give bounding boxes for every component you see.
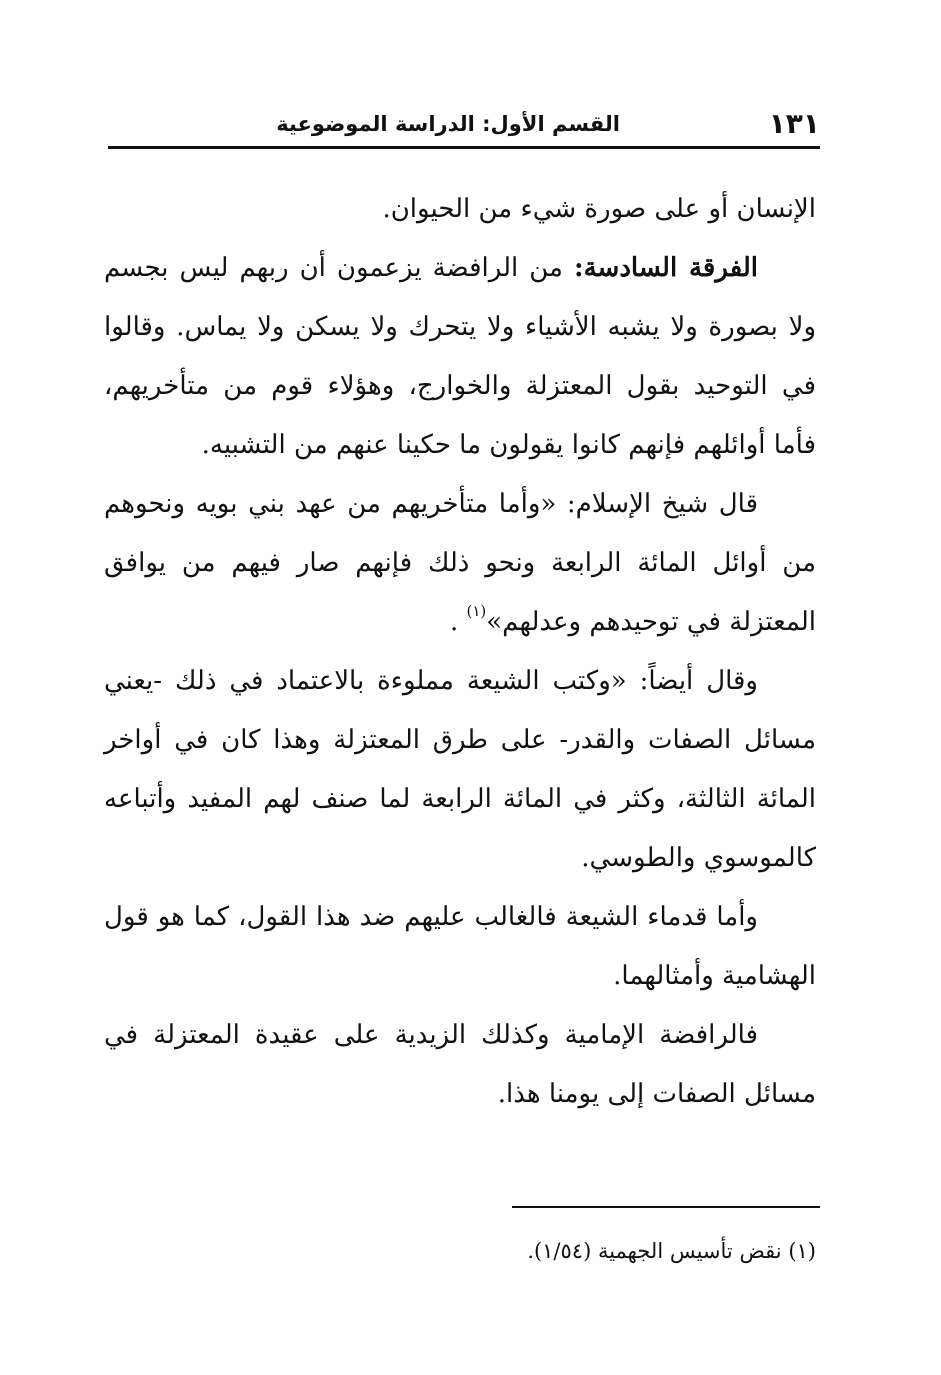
header-rule [108,146,820,149]
paragraph-4: وقال أيضاً: «وكتب الشيعة مملوءة بالاعتماد في ذلك -يعني مسائل الصفات والقدر- على طرق المعتزلة وهذا كان في أواخر المائة الثالثة، وكثر في المائة الرابعة لما صنف لهم المفيد وأتباعه كالموسوي والطوسي. [104,666,816,873]
paragraph-3-end: . [449,607,467,637]
body-text [104,180,816,1124]
paragraph-3-text: قال شيخ الإسلام: «وأما متأخريهم من عهد بني بويه ونحوهم من أوائل المائة الرابعة ونحو ذلك فإنهم صار فيهم من يوافق المعتزلة في توحيدهم وعدلهم» [104,489,816,637]
paragraph-2-text: من الرافضة يزعمون أن ربهم ليس بجسم ولا بصورة ولا يشبه الأشياء ولا يتحرك ولا يسكن ولا يماس. وقالوا في التوحيد بقول المعتزلة والخوارج، وهؤلاء قوم من متأخريهم، فأما أوائلهم فإنهم كانوا يقولون ما حكينا عنهم من التشبيه. [104,253,816,460]
page-number: ١٣١ [768,107,820,140]
paragraph-3 [104,475,816,652]
paragraph-5: وأما قدماء الشيعة فالغالب عليهم ضد هذا القول، كما هو قول الهشامية وأمثالهما. [104,902,816,991]
footnote-ref-1[interactable]: (١) [466,602,487,620]
header-title: القسم الأول: الدراسة الموضوعية [276,112,620,136]
paragraph-6: فالرافضة الإمامية وكذلك الزيدية على عقيدة المعتزلة في مسائل الصفات إلى يومنا هذا. [104,1020,816,1109]
footnote-1: (١) نقض تأسيس الجهمية (١/٥٤). [527,1239,816,1263]
section-heading-inline: الفرقة السادسة: [574,253,759,283]
paragraph-2 [104,239,816,475]
paragraph-1: الإنسان أو على صورة شيء من الحيوان. [382,194,816,224]
running-header [108,104,820,144]
footnote-rule [512,1206,820,1208]
